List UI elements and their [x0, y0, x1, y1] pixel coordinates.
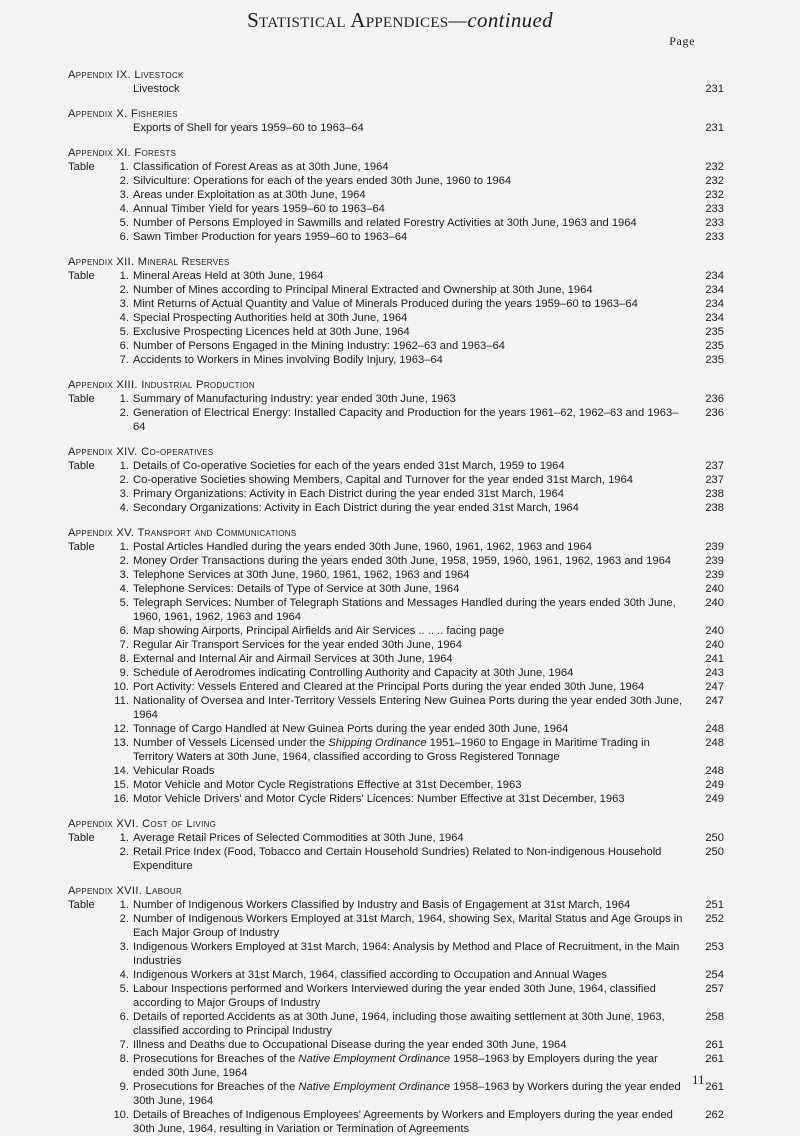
title-suffix: —continued — [448, 8, 553, 32]
toc-entry[interactable] — [68, 652, 724, 666]
entry-title: Retail Price Index (Food, Tobacco and Certain Household Sundries) Related to Non-indigenous Household Expenditure — [133, 846, 662, 872]
table-label — [68, 339, 108, 353]
toc-entry[interactable] — [68, 160, 724, 174]
entry-title: Secondary Organizations: Activity in Each District during the year ended 31st March, 1964 — [133, 502, 579, 514]
entry-page-number: 236 — [705, 393, 724, 405]
entry-page-number: 250 — [705, 846, 724, 858]
entry-number: 1. — [119, 270, 129, 282]
entry-number: 5. — [119, 326, 129, 338]
toc-entry[interactable] — [68, 82, 724, 96]
entry-page-number: 243 — [705, 667, 724, 679]
entry-title: Areas under Exploitation as at 30th June, 1964 — [133, 189, 366, 201]
entry-page-number: 237 — [705, 460, 724, 472]
entry-number: 2. — [119, 284, 129, 296]
toc-entry[interactable] — [68, 216, 724, 230]
italic-title: Shipping Ordinance — [328, 737, 427, 749]
entry-number: 3. — [119, 298, 129, 310]
page-title — [0, 8, 800, 33]
entry-number: 6. — [119, 1011, 129, 1023]
entry-title: Number of Indigenous Workers Employed at 31st March, 1964, showing Sex, Marital Status and Age Groups in Each Major Group of Industry — [133, 913, 683, 939]
entry-title: Number of Mines according to Principal Mineral Extracted and Ownership at 30th June, 1964 — [133, 284, 593, 296]
toc-entry[interactable] — [68, 638, 724, 652]
entry-page-number: 253 — [705, 941, 724, 953]
appendix-section — [68, 884, 724, 1136]
entry-title: Number of Persons Engaged in the Mining Industry: 1962–63 and 1963–64 — [133, 340, 505, 352]
entry-page-number: 237 — [705, 474, 724, 486]
entry-number: 8. — [119, 1053, 129, 1065]
table-label — [68, 582, 108, 596]
toc-entry[interactable] — [68, 202, 724, 216]
entry-title: Special Prospecting Authorities held at 30th June, 1964 — [133, 312, 408, 324]
table-label — [68, 325, 108, 339]
entry-title: Money Order Transactions during the years ended 30th June, 1958, 1959, 1960, 1961, 1962, 1963 and 1964 — [133, 555, 672, 567]
entry-number: 7. — [119, 1039, 129, 1051]
entry-number: 10. — [113, 1109, 129, 1121]
toc-entry[interactable] — [68, 596, 724, 624]
appendix-heading: Appendix XIV. Co-operatives — [68, 446, 214, 458]
entry-page-number: 234 — [705, 270, 724, 282]
entry-page-number: 231 — [705, 83, 724, 95]
toc-entry[interactable] — [68, 968, 724, 982]
entry-number: 4. — [119, 203, 129, 215]
page-column-heading: Page — [669, 34, 695, 48]
entry-title: Accidents to Workers in Mines involving Bodily Injury, 1963–64 — [133, 354, 443, 366]
entry-title: Details of Co-operative Societies for each of the years ended 31st March, 1959 to 1964 — [133, 460, 565, 472]
table-label: Table — [68, 393, 95, 405]
entry-page-number: 234 — [705, 284, 724, 296]
entry-number: 6. — [119, 340, 129, 352]
entry-number: 3. — [119, 189, 129, 201]
entry-number: 2. — [119, 175, 129, 187]
entry-title: Average Retail Prices of Selected Commodities at 30th June, 1964 — [133, 832, 464, 844]
entry-title: Labour Inspections performed and Workers Interviewed during the year ended 30th June, 1964, classified according to Major Groups of Industry — [133, 983, 656, 1009]
table-label — [68, 638, 108, 652]
entry-number: 5. — [119, 217, 129, 229]
table-label — [68, 1108, 108, 1136]
entry-page-number: 235 — [705, 326, 724, 338]
toc-entry[interactable] — [68, 339, 724, 353]
toc-entry[interactable] — [68, 694, 724, 722]
italic-title: Native Employment Ordinance — [298, 1081, 451, 1093]
toc-entry[interactable] — [68, 1052, 724, 1080]
toc-entry[interactable] — [68, 940, 724, 968]
table-of-contents — [68, 68, 724, 1136]
appendix-section — [68, 526, 724, 806]
entry-page-number: 251 — [705, 899, 724, 911]
entry-page-number: 233 — [705, 217, 724, 229]
appendix-section — [68, 445, 724, 515]
appendix-heading: Appendix XIII. Industrial Production — [68, 379, 255, 391]
entry-number: 7. — [119, 354, 129, 366]
entry-page-number: 252 — [705, 913, 724, 925]
entry-page-number: 240 — [705, 597, 724, 609]
entry-page-number: 240 — [705, 625, 724, 637]
entry-number: 1. — [119, 899, 129, 911]
table-label — [68, 940, 108, 968]
entry-page-number: 236 — [705, 407, 724, 419]
table-label — [68, 554, 108, 568]
appendix-section — [68, 378, 724, 434]
entry-number: 1. — [119, 541, 129, 553]
table-label — [68, 666, 108, 680]
table-label: Table — [68, 161, 95, 173]
entry-title: Telephone Services at 30th June, 1960, 1961, 1962, 1963 and 1964 — [133, 569, 470, 581]
entry-title: Vehicular Roads — [133, 765, 215, 777]
entry-title: Number of Vessels Licensed under the Shipping Ordinance 1951–1960 to Engage in Maritime Trading in Territory Waters at 30th June, 1964, classified according to Gross Registered Tonnage — [133, 737, 650, 763]
table-label — [68, 487, 108, 501]
entry-number: 3. — [119, 488, 129, 500]
toc-entry[interactable] — [68, 624, 724, 638]
entry-title: Generation of Electrical Energy: Installed Capacity and Production for the years 1961–62, 1962–63 and 1963–64 — [133, 407, 679, 433]
table-label — [68, 982, 108, 1010]
entry-number: 14. — [113, 765, 129, 777]
entry-title: Prosecutions for Breaches of the Native Employment Ordinance 1958–1963 by Workers during the year ended 30th June, 1964 — [133, 1081, 681, 1107]
entry-number: 7. — [119, 639, 129, 651]
entry-title: Map showing Airports, Principal Airfields and Air Services .. .. .. facing page — [133, 625, 505, 637]
table-label — [68, 596, 108, 624]
entry-page-number: 239 — [705, 541, 724, 553]
toc-entry[interactable] — [68, 269, 724, 283]
entry-page-number: 235 — [705, 354, 724, 366]
entry-number: 3. — [119, 569, 129, 581]
table-label — [68, 283, 108, 297]
toc-entry[interactable] — [68, 473, 724, 487]
entry-title: Telephone Services: Details of Type of Service at 30th June, 1964 — [133, 583, 460, 595]
table-label — [68, 736, 108, 764]
table-label — [68, 912, 108, 940]
entry-page-number: 258 — [705, 1011, 724, 1023]
table-label — [68, 1052, 108, 1080]
toc-entry[interactable] — [68, 680, 724, 694]
table-label: Table — [68, 541, 95, 553]
table-label — [68, 694, 108, 722]
toc-entry[interactable] — [68, 311, 724, 325]
entry-number: 2. — [119, 474, 129, 486]
entry-page-number: 261 — [705, 1081, 724, 1093]
entry-title: Prosecutions for Breaches of the Native Employment Ordinance 1958–1963 by Employers during the year ended 30th June, 1964 — [133, 1053, 658, 1079]
table-label — [68, 778, 108, 792]
appendix-heading: Appendix XI. Forests — [68, 147, 177, 159]
entry-number: 4. — [119, 583, 129, 595]
entry-title: Telegraph Services: Number of Telegraph Stations and Messages Handled during the years ended 30th June, 1960, 1961, 1962, 1963 and 1964 — [133, 597, 676, 623]
entry-title: Nationality of Oversea and Inter-Territory Vessels Entering New Guinea Ports during the year ended 30th June, 1964 — [133, 695, 683, 721]
entry-page-number: 238 — [705, 502, 724, 514]
table-label — [68, 722, 108, 736]
toc-entry[interactable] — [68, 778, 724, 792]
entry-title: Motor Vehicle Drivers' and Motor Cycle Riders' Licences: Number Effective at 31st December, 1963 — [133, 793, 625, 805]
entry-page-number: 247 — [705, 681, 724, 693]
entry-title: Annual Timber Yield for years 1959–60 to 1963–64 — [133, 203, 385, 215]
toc-entry[interactable] — [68, 1038, 724, 1052]
entry-number: 15. — [113, 779, 129, 791]
italic-title: Native Employment Ordinance — [298, 1053, 451, 1065]
entry-page-number: 249 — [705, 793, 724, 805]
appendix-section — [68, 107, 724, 135]
toc-entry[interactable] — [68, 568, 724, 582]
toc-entry[interactable] — [68, 1080, 724, 1108]
table-label — [68, 652, 108, 666]
toc-entry[interactable] — [68, 1010, 724, 1038]
table-label — [68, 473, 108, 487]
entry-number: 10. — [113, 681, 129, 693]
title-main: Statistical Appendices — [247, 8, 449, 32]
entry-title: Sawn Timber Production for years 1959–60 to 1963–64 — [133, 231, 408, 243]
table-label — [68, 764, 108, 778]
table-label — [68, 82, 108, 96]
toc-entry[interactable] — [68, 392, 724, 406]
table-label — [68, 1080, 108, 1108]
table-label: Table — [68, 270, 95, 282]
entry-title: Number of Indigenous Workers Classified by Industry and Basis of Engagement at 31st March, 1964 — [133, 899, 631, 911]
entry-page-number: 241 — [705, 653, 724, 665]
entry-page-number: 261 — [705, 1039, 724, 1051]
table-label — [68, 624, 108, 638]
entry-title: Illness and Deaths due to Occupational Disease during the year ended 30th June, 1964 — [133, 1039, 567, 1051]
entry-number: 5. — [119, 597, 129, 609]
entry-title: Details of Breaches of Indigenous Employees' Agreements by Workers and Employers during the year ended 30th June, 1964, resulting in Variation or Termination of Agreements — [133, 1109, 673, 1135]
entry-number: 4. — [119, 312, 129, 324]
appendix-heading: Appendix XVI. Cost of Living — [68, 818, 217, 830]
appendix-heading: Appendix XII. Mineral Reserves — [68, 256, 230, 268]
entry-page-number: 238 — [705, 488, 724, 500]
toc-entry[interactable] — [68, 487, 724, 501]
toc-entry[interactable] — [68, 831, 724, 845]
entry-number: 1. — [119, 460, 129, 472]
table-label: Table — [68, 832, 95, 844]
entry-title: Port Activity: Vessels Entered and Cleared at the Principal Ports during the year ended 30th June, 1964 — [133, 681, 645, 693]
toc-entry[interactable] — [68, 736, 724, 764]
entry-page-number: 232 — [705, 175, 724, 187]
entry-number: 16. — [113, 793, 129, 805]
entry-page-number: 249 — [705, 779, 724, 791]
entry-title: Summary of Manufacturing Industry: year ended 30th June, 1963 — [133, 393, 456, 405]
entry-page-number: 257 — [705, 983, 724, 995]
entry-number: 4. — [119, 502, 129, 514]
entry-title: Exports of Shell for years 1959–60 to 1963–64 — [133, 122, 364, 134]
entry-title: Motor Vehicle and Motor Cycle Registrations Effective at 31st December, 1963 — [133, 779, 522, 791]
entry-page-number: 233 — [705, 203, 724, 215]
entry-page-number: 235 — [705, 340, 724, 352]
entry-page-number: 239 — [705, 569, 724, 581]
entry-page-number: 261 — [705, 1053, 724, 1065]
entry-page-number: 240 — [705, 583, 724, 595]
entry-title: Details of reported Accidents as at 30th June, 1964, including those awaiting settlement at 30th June, 1963, classified according to Principal Industry — [133, 1011, 665, 1037]
toc-entry[interactable] — [68, 230, 724, 244]
entry-number: 6. — [119, 625, 129, 637]
toc-entry[interactable] — [68, 283, 724, 297]
entry-number: 1. — [119, 161, 129, 173]
entry-page-number: 233 — [705, 231, 724, 243]
table-label — [68, 680, 108, 694]
toc-entry[interactable] — [68, 540, 724, 554]
toc-entry[interactable] — [68, 912, 724, 940]
toc-entry[interactable] — [68, 982, 724, 1010]
entry-page-number: 234 — [705, 312, 724, 324]
toc-entry[interactable] — [68, 898, 724, 912]
appendix-section — [68, 68, 724, 96]
table-label — [68, 311, 108, 325]
entry-number: 2. — [119, 555, 129, 567]
toc-entry[interactable] — [68, 406, 724, 434]
appendix-section — [68, 146, 724, 244]
entry-number: 9. — [119, 667, 129, 679]
entry-title: Exclusive Prospecting Licences held at 30th June, 1964 — [133, 326, 410, 338]
toc-entry[interactable] — [68, 325, 724, 339]
appendix-heading: Appendix XVII. Labour — [68, 885, 183, 897]
entry-page-number: 234 — [705, 298, 724, 310]
entry-page-number: 254 — [705, 969, 724, 981]
appendix-section — [68, 255, 724, 367]
entry-title: Mineral Areas Held at 30th June, 1964 — [133, 270, 324, 282]
table-label — [68, 792, 108, 806]
entry-number: 3. — [119, 941, 129, 953]
entry-number — [108, 82, 133, 96]
toc-entry[interactable] — [68, 845, 724, 873]
entry-title: Primary Organizations: Activity in Each District during the year ended 31st March, 1964 — [133, 488, 564, 500]
entry-number: 1. — [119, 832, 129, 844]
entry-number: 9. — [119, 1081, 129, 1093]
entry-page-number: 231 — [705, 122, 724, 134]
toc-entry[interactable] — [68, 554, 724, 568]
entry-page-number: 247 — [705, 695, 724, 707]
entry-page-number: 232 — [705, 189, 724, 201]
entry-title: Livestock — [133, 83, 180, 95]
table-label — [68, 121, 108, 135]
toc-entry[interactable] — [68, 174, 724, 188]
toc-entry[interactable] — [68, 764, 724, 778]
entry-number — [108, 121, 133, 135]
appendix-heading: Appendix XV. Transport and Communications — [68, 527, 297, 539]
table-label — [68, 230, 108, 244]
toc-entry[interactable] — [68, 666, 724, 680]
toc-entry[interactable] — [68, 792, 724, 806]
entry-title: Indigenous Workers Employed at 31st March, 1964: Analysis by Method and Place of Recruitment, in the Main Industries — [133, 941, 680, 967]
table-label — [68, 188, 108, 202]
entry-title: Regular Air Transport Services for the year ended 30th June, 1964 — [133, 639, 462, 651]
entry-number: 6. — [119, 231, 129, 243]
appendix-heading: Appendix X. Fisheries — [68, 108, 178, 120]
page-folio: 11 — [692, 1072, 705, 1087]
table-label: Table — [68, 899, 95, 911]
entry-title: Silviculture: Operations for each of the years ended 30th June, 1960 to 1964 — [133, 175, 512, 187]
entry-number: 4. — [119, 969, 129, 981]
toc-entry[interactable] — [68, 501, 724, 515]
entry-title: Mint Returns of Actual Quantity and Value of Minerals Produced during the years 1959–60 to 1963–64 — [133, 298, 638, 310]
entry-number: 2. — [119, 846, 129, 858]
entry-title: Co-operative Societies showing Members, Capital and Turnover for the year ended 31st March, 1964 — [133, 474, 633, 486]
table-label — [68, 1010, 108, 1038]
table-label — [68, 216, 108, 230]
entry-page-number: 232 — [705, 161, 724, 173]
table-label — [68, 568, 108, 582]
entry-title: Tonnage of Cargo Handled at New Guinea Ports during the year ended 30th June, 1964 — [133, 723, 569, 735]
toc-entry[interactable] — [68, 1108, 724, 1136]
entry-title: External and Internal Air and Airmail Services at 30th June, 1964 — [133, 653, 453, 665]
table-label — [68, 202, 108, 216]
entry-title: Number of Persons Employed in Sawmills and related Forestry Activities at 30th June, 1963 and 1964 — [133, 217, 637, 229]
entry-page-number: 262 — [705, 1109, 724, 1121]
appendix-section — [68, 817, 724, 873]
entry-number: 2. — [119, 913, 129, 925]
entry-number: 11. — [114, 695, 129, 707]
table-label — [68, 845, 108, 873]
table-label — [68, 968, 108, 982]
entry-page-number: 248 — [705, 723, 724, 735]
entry-page-number: 248 — [705, 737, 724, 749]
entry-title: Schedule of Aerodromes indicating Controlling Authority and Capacity at 30th June, 1964 — [133, 667, 574, 679]
table-label — [68, 353, 108, 367]
toc-entry[interactable] — [68, 722, 724, 736]
table-label — [68, 501, 108, 515]
entry-number: 12. — [113, 723, 129, 735]
table-label: Table — [68, 460, 95, 472]
entry-page-number: 240 — [705, 639, 724, 651]
table-label — [68, 297, 108, 311]
table-label — [68, 1038, 108, 1052]
table-label — [68, 174, 108, 188]
toc-entry[interactable] — [68, 582, 724, 596]
toc-entry[interactable] — [68, 121, 724, 135]
entry-page-number: 239 — [705, 555, 724, 567]
entry-number: 13. — [113, 737, 129, 749]
entry-number: 1. — [119, 393, 129, 405]
appendix-heading: Appendix IX. Livestock — [68, 69, 184, 81]
entry-title: Indigenous Workers at 31st March, 1964, classified according to Occupation and Annual Wages — [133, 969, 607, 981]
entry-number: 2. — [119, 407, 129, 419]
entry-number: 8. — [119, 653, 129, 665]
entry-page-number: 250 — [705, 832, 724, 844]
toc-entry[interactable] — [68, 459, 724, 473]
entry-page-number: 248 — [705, 765, 724, 777]
toc-entry[interactable] — [68, 188, 724, 202]
entry-title: Postal Articles Handled during the years ended 30th June, 1960, 1961, 1962, 1963 and 1964 — [133, 541, 593, 553]
entry-title: Classification of Forest Areas as at 30th June, 1964 — [133, 161, 389, 173]
entry-number: 5. — [119, 983, 129, 995]
toc-entry[interactable] — [68, 297, 724, 311]
toc-entry[interactable] — [68, 353, 724, 367]
table-label — [68, 406, 108, 434]
